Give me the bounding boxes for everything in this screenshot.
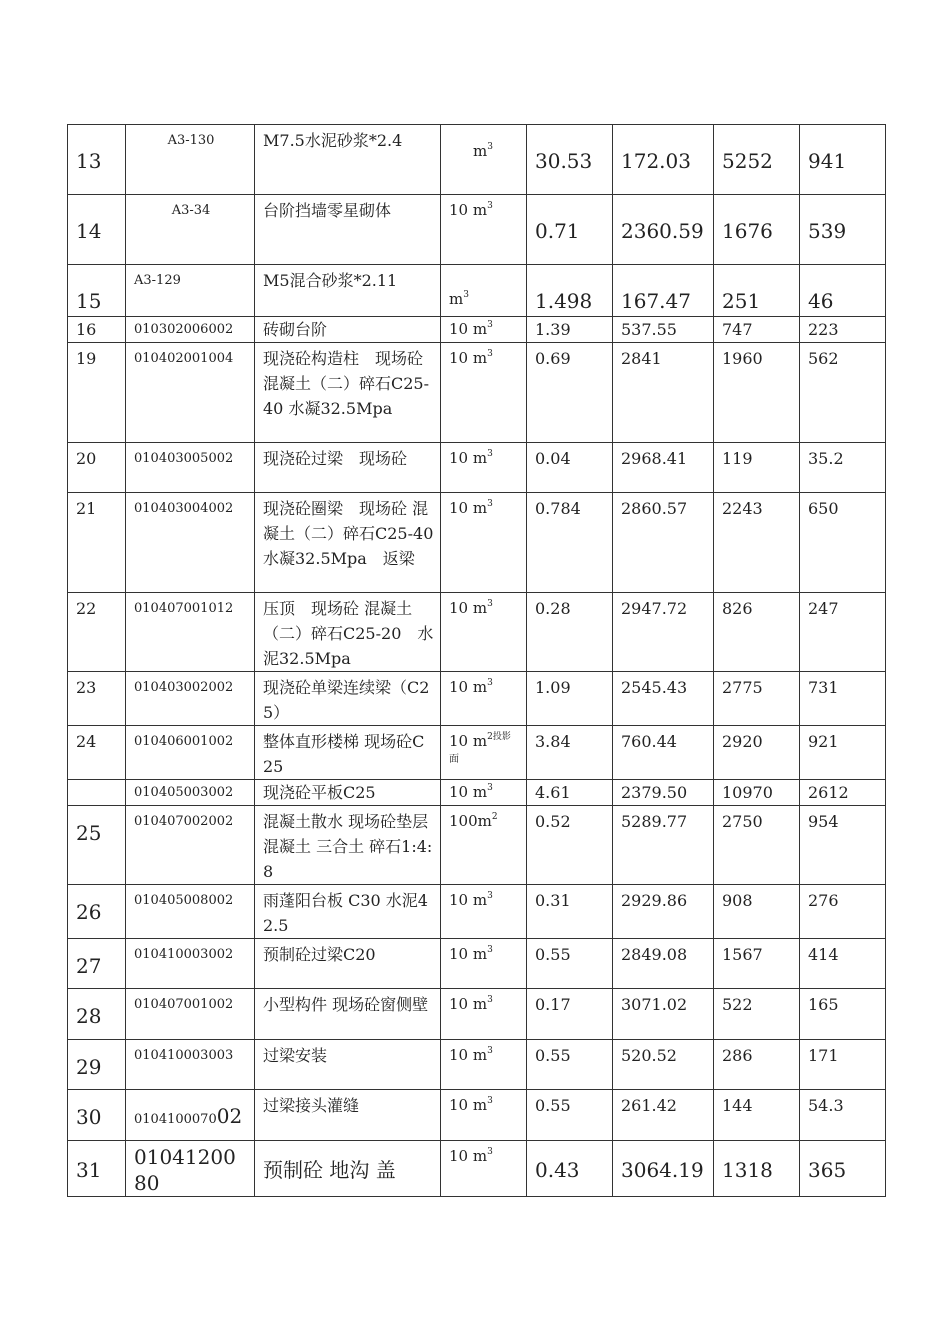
total-price: 286 [714,1040,800,1090]
unit: 10 $m^3$ [441,1090,527,1141]
quantity: 1.09 [527,672,613,726]
labor-cost: 954 [800,806,886,885]
labor-cost: 35.2 [800,443,886,493]
quantity: 1.498 [527,265,613,317]
unit-price: 2929.86 [613,885,714,939]
item-code: 010403002002 [126,672,255,726]
unit-price: 2360.59 [613,195,714,265]
item-code: 010410003002 [126,939,255,989]
labor-cost: 562 [800,343,886,443]
item-code: 010403004002 [126,493,255,593]
unit: 10 $m^3$ [441,443,527,493]
labor-cost: 365 [800,1141,886,1197]
item-code: 010406001002 [126,726,255,780]
row-number: 15 [68,265,126,317]
total-price: 5252 [714,125,800,195]
table-row [68,726,886,780]
unit: $m^3$ [441,125,527,195]
row-number: 16 [68,317,126,343]
item-code: 010403005002 [126,443,255,493]
total-price: 2920 [714,726,800,780]
item-name: 台阶挡墙零星砌体 [255,195,441,265]
quantity: 0.55 [527,1090,613,1141]
unit-price: 167.47 [613,265,714,317]
unit-price: 5289.77 [613,806,714,885]
unit-price: 760.44 [613,726,714,780]
total-price: 144 [714,1090,800,1141]
unit: 10 $m^3$ [441,885,527,939]
item-name: 砖砌台阶 [255,317,441,343]
table-row [68,1040,886,1090]
item-name: 过梁接头灌缝 [255,1090,441,1141]
total-price: 251 [714,265,800,317]
quantity: 0.784 [527,493,613,593]
total-price: 747 [714,317,800,343]
item-name: 压顶 现场砼 混凝土（二）碎石C25-20 水泥32.5Mpa [255,593,441,672]
unit-price: 3071.02 [613,989,714,1040]
quantity: 0.69 [527,343,613,443]
unit: 10 $m^3$ [441,317,527,343]
item-code: 0104120080 [126,1141,255,1197]
item-name: 过梁安装 [255,1040,441,1090]
row-number: 22 [68,593,126,672]
table-row [68,317,886,343]
quantity: 0.28 [527,593,613,672]
unit: 10 $m^3$ [441,343,527,443]
total-price: 2775 [714,672,800,726]
table-row [68,939,886,989]
item-name: 整体直形楼梯 现场砼C25 [255,726,441,780]
unit-price: 520.52 [613,1040,714,1090]
unit: 10 $m^{2投影}$ 面 [441,726,527,780]
total-price: 2243 [714,493,800,593]
row-number: 24 [68,726,126,780]
unit: 10 $m^3$ [441,989,527,1040]
labor-cost: 171 [800,1040,886,1090]
unit-price: 2860.57 [613,493,714,593]
item-name: 预制砼过梁C20 [255,939,441,989]
item-name: 现浇砼构造柱 现场砼 混凝土（二）碎石C25-40 水凝32.5Mpa [255,343,441,443]
quantity: 0.17 [527,989,613,1040]
table-row [68,265,886,317]
unit-price: 537.55 [613,317,714,343]
item-name: 混凝土散水 现场砼垫层 混凝土 三合土 碎石1:4:8 [255,806,441,885]
labor-cost: 941 [800,125,886,195]
table-row [68,125,886,195]
table-row [68,195,886,265]
labor-cost: 247 [800,593,886,672]
labor-cost: 46 [800,265,886,317]
item-code: 010410003003 [126,1040,255,1090]
unit: $100m^2$ [441,806,527,885]
row-number: 29 [68,1040,126,1090]
item-name: 预制砼 地沟 盖 [255,1141,441,1197]
labor-cost: 921 [800,726,886,780]
item-name: 现浇砼圈梁 现场砼 混凝土（二）碎石C25-40 水凝32.5Mpa 返梁 [255,493,441,593]
labor-cost: 414 [800,939,886,989]
quantity: 0.52 [527,806,613,885]
quota-table [67,124,886,1197]
labor-cost: 165 [800,989,886,1040]
item-name: 现浇砼过梁 现场砼 [255,443,441,493]
row-number: 26 [68,885,126,939]
labor-cost: 539 [800,195,886,265]
labor-cost: 731 [800,672,886,726]
unit-price: 172.03 [613,125,714,195]
unit: 10 $m^3$ [441,593,527,672]
row-number: 23 [68,672,126,726]
item-code: 010402001004 [126,343,255,443]
total-price: 522 [714,989,800,1040]
unit: 10 $m^3$ [441,195,527,265]
row-number: 28 [68,989,126,1040]
unit-price: 2968.41 [613,443,714,493]
item-code: 010407002002 [126,806,255,885]
row-number: 30 [68,1090,126,1141]
table-row [68,593,886,672]
unit: 10 $m^3$ [441,780,527,806]
item-name: 小型构件 现场砼窗侧壁 [255,989,441,1040]
total-price: 1318 [714,1141,800,1197]
row-number: 19 [68,343,126,443]
item-code: 010405003002 [126,780,255,806]
quantity: 1.39 [527,317,613,343]
row-number: 25 [68,806,126,885]
item-code: 010407001002 [126,989,255,1040]
total-price: 10970 [714,780,800,806]
labor-cost: 223 [800,317,886,343]
quantity: 0.55 [527,1040,613,1090]
item-name: 现浇砼平板C25 [255,780,441,806]
unit-price: 2545.43 [613,672,714,726]
unit-price: 2849.08 [613,939,714,989]
unit: 10 $m^3$ [441,672,527,726]
row-number: 27 [68,939,126,989]
item-name: 雨蓬阳台板 C30 水泥42.5 [255,885,441,939]
quantity: 0.04 [527,443,613,493]
table-row [68,672,886,726]
total-price: 908 [714,885,800,939]
quantity: 0.55 [527,939,613,989]
unit: $m^3$ [441,265,527,317]
item-name: M5混合砂浆*2.11 [255,265,441,317]
labor-cost: 650 [800,493,886,593]
item-code: 010302006002 [126,317,255,343]
total-price: 1960 [714,343,800,443]
table-row [68,989,886,1040]
row-number: 13 [68,125,126,195]
unit-price: 261.42 [613,1090,714,1141]
row-number: 21 [68,493,126,593]
labor-cost: 276 [800,885,886,939]
quantity: 4.61 [527,780,613,806]
total-price: 1676 [714,195,800,265]
quota-table-sheet [67,124,886,1197]
table-row [68,780,886,806]
unit: 10 $m^3$ [441,939,527,989]
labor-cost: 54.3 [800,1090,886,1141]
quantity: 3.84 [527,726,613,780]
unit-price: 2379.50 [613,780,714,806]
total-price: 119 [714,443,800,493]
total-price: 826 [714,593,800,672]
unit: 10 $m^3$ [441,493,527,593]
item-code: 010407001012 [126,593,255,672]
item-code: A3-130 [126,125,255,195]
unit-price: 3064.19 [613,1141,714,1197]
row-number: 14 [68,195,126,265]
unit-price: 2947.72 [613,593,714,672]
table-row [68,885,886,939]
item-name: M7.5水泥砂浆*2.4 [255,125,441,195]
quantity: 30.53 [527,125,613,195]
row-number: 20 [68,443,126,493]
row-number: 31 [68,1141,126,1197]
table-row [68,1090,886,1141]
table-row [68,1141,886,1197]
unit: 10 $m^3$ [441,1040,527,1090]
quantity: 0.43 [527,1141,613,1197]
table-row [68,493,886,593]
item-code: 010410007002 [126,1090,255,1141]
total-price: 1567 [714,939,800,989]
unit: 10 $m^3$ [441,1141,527,1197]
quantity: 0.31 [527,885,613,939]
total-price: 2750 [714,806,800,885]
item-name: 现浇砼单梁连续梁（C25） [255,672,441,726]
unit-price: 2841 [613,343,714,443]
quantity: 0.71 [527,195,613,265]
item-code: A3-129 [126,265,255,317]
row-number [68,780,126,806]
table-row [68,443,886,493]
labor-cost: 2612 [800,780,886,806]
table-row [68,806,886,885]
item-code: 010405008002 [126,885,255,939]
item-code: A3-34 [126,195,255,265]
table-row [68,343,886,443]
